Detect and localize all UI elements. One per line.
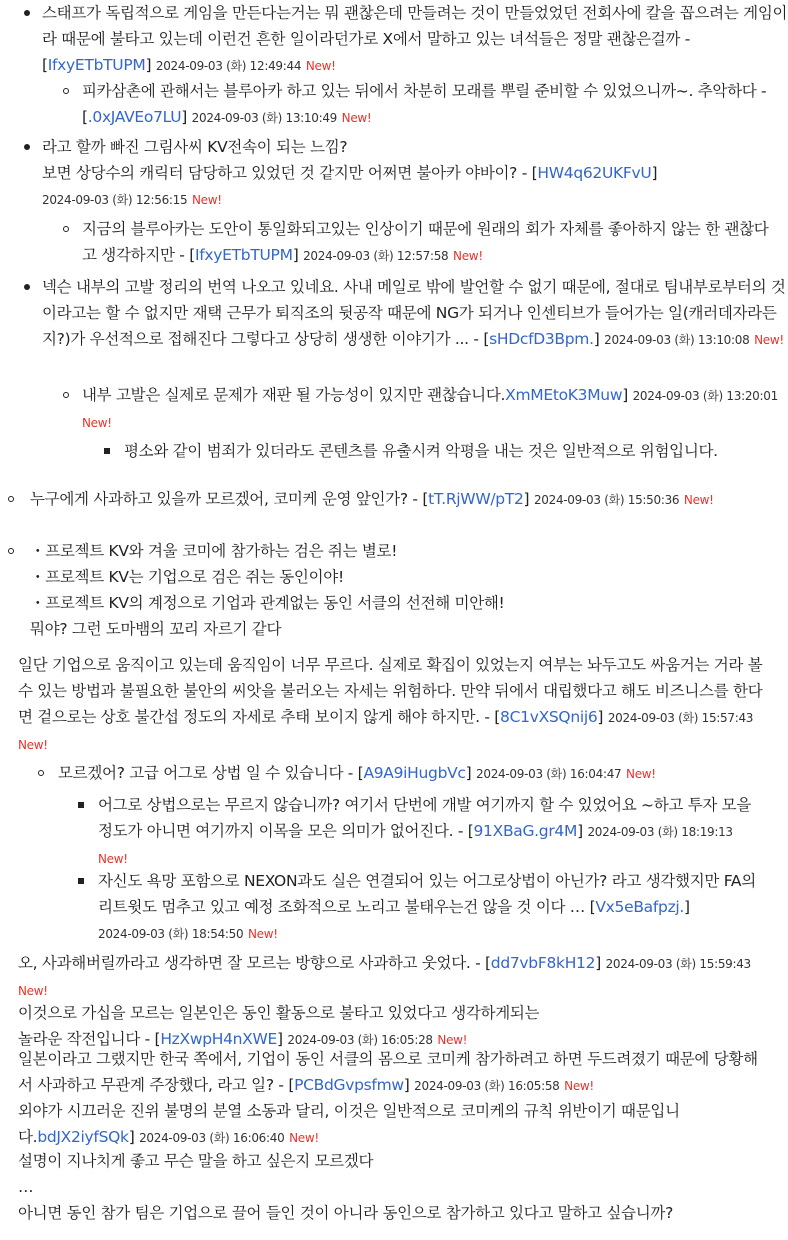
comment-text: 라고 할까 빠진 그림사씨 KV전속이 되는 느낌? xyxy=(42,138,348,156)
comment-id-link[interactable]: dd7vbF8kH12 xyxy=(490,954,596,972)
list-item xyxy=(42,274,788,353)
list-item xyxy=(58,760,778,787)
list-item xyxy=(82,382,782,436)
new-badge: New! xyxy=(18,984,48,998)
new-badge: New! xyxy=(453,249,483,263)
new-badge: New! xyxy=(98,852,128,866)
timestamp: 2024-09-03 (화) 13:10:49 xyxy=(191,111,337,125)
comment-id-link[interactable]: HW4q62UKFvU xyxy=(537,164,652,182)
comment-id-link[interactable]: PCBdGvpsfmw xyxy=(294,1076,404,1094)
bullet-disc-icon xyxy=(24,144,30,150)
comment-id-link[interactable]: IfxyETbTUPM xyxy=(194,246,293,264)
timestamp: 2024-09-03 (화) 12:56:15 xyxy=(42,193,188,207)
bracket-close: ] xyxy=(684,898,690,916)
list-item xyxy=(82,78,782,131)
new-badge: New! xyxy=(191,193,222,207)
comment-id-link[interactable]: tT.RjWW/pT2 xyxy=(428,490,524,508)
comment-text: 이것으로 가십을 모르는 일본인은 동인 활동으로 불타고 있었다고 생각하게되는 xyxy=(18,1004,540,1022)
new-badge: New! xyxy=(82,416,112,430)
timestamp: 2024-09-03 (화) 18:54:50 xyxy=(98,927,244,941)
new-badge: New! xyxy=(18,738,48,752)
comment-text: 외야가 시끄러운 진위 불명의 분열 소동과 달리, 이것은 일반적으로 코미케의 규칙 위반이기 때문입니다. xyxy=(18,1102,680,1146)
comment-id-link[interactable]: A9A9iHugbVc xyxy=(363,764,466,782)
comment-text: 일본이라고 그랬지만 한국 쪽에서, 기업이 동인 서클의 몸으로 코미케 참가하려고 하면 두드려졌기 때문에 당황해서 사과하고 무관계 주장했다, 라고 일? - [ xyxy=(18,1050,758,1094)
bullet-circle-icon xyxy=(63,392,69,398)
comment-id-link[interactable]: 91XBaG.gr4M xyxy=(473,822,578,840)
list-item xyxy=(82,216,782,269)
bullet-circle-icon xyxy=(38,770,44,776)
comment-id-link[interactable]: Vx5eBafpzj. xyxy=(595,898,685,916)
comment-id-link[interactable]: HzXwpH4nXWE xyxy=(160,1030,278,1048)
bullet-square-icon xyxy=(78,878,84,884)
bullet-circle-icon xyxy=(8,548,14,554)
comment-text: 오, 사과해버릴까라고 생각하면 잘 모르는 방향으로 사과하고 웃었다. - [ xyxy=(18,954,491,972)
comment-id-link[interactable]: sHDcfD3Bpm. xyxy=(489,330,594,348)
comment-text: 누구에게 사과하고 있을까 모르겠어, 코미케 운영 앞인가? - [ xyxy=(30,490,429,508)
list-item xyxy=(18,1046,763,1099)
bracket-close: ] xyxy=(292,246,299,264)
comment-text: 내부 고발은 실제로 문제가 재판 될 가능성이 있지만 괜찮습니다. xyxy=(82,386,506,404)
new-badge: New! xyxy=(305,59,336,73)
comment-line: 뭐야? 그런 도마뱀의 꼬리 자르기 같다 xyxy=(30,620,282,638)
timestamp: 2024-09-03 (화) 15:57:43 xyxy=(607,711,754,725)
comment-text: 자신도 욕망 포함으로 NEXON과도 실은 연결되어 있는 어그로상법이 아닌가? 라고 생각했지만 FA의 리트윗도 멈추고 있고 예정 조화적으로 노리고 불태우는건 않을 것 이다 … [ xyxy=(98,872,756,916)
list-item xyxy=(124,438,788,464)
bracket-close: ] xyxy=(403,1076,410,1094)
timestamp: 2024-09-03 (화) 12:49:44 xyxy=(155,59,302,73)
comment-id-link[interactable]: bdJX2iyfSQk xyxy=(37,1128,129,1146)
bullet-square-icon xyxy=(104,448,110,454)
new-badge: New! xyxy=(437,1033,468,1047)
bracket-close: ] xyxy=(465,764,472,782)
bracket-close: ] xyxy=(597,708,604,726)
list-item xyxy=(98,792,758,872)
timestamp: 2024-09-03 (화) 16:05:58 xyxy=(414,1079,560,1093)
list-item xyxy=(18,1148,778,1226)
list-item xyxy=(42,134,788,213)
comment-line: 설명이 지나치게 좋고 무슨 말을 하고 싶은지 모르겠다 xyxy=(18,1152,374,1170)
comment-text: 피카삼촌에 관해서는 블루아카 하고 있는 뒤에서 차분히 모래를 뿌릴 준비할 수 있었으니까~. 추악하다 - [ xyxy=(82,82,767,126)
timestamp: 2024-09-03 (화) 15:59:43 xyxy=(605,957,751,971)
comment-text: 지금의 블루아카는 도안이 통일화되고있는 인상이기 때문에 원래의 회가 자체를 좋아하지 않는 한 괜찮다고 생각하지만 - [ xyxy=(82,220,769,264)
new-badge: New! xyxy=(289,1131,319,1145)
bracket-close: ] xyxy=(577,822,583,840)
comment-line: ・프로젝트 KV와 겨울 코미에 참가하는 검은 쥐는 별로! xyxy=(30,542,398,560)
bullet-circle-icon xyxy=(8,496,14,502)
timestamp: 2024-09-03 (화) 18:19:13 xyxy=(587,825,733,839)
comment-id-link[interactable]: .0xJAVEo7LU xyxy=(87,108,182,126)
bullet-square-icon xyxy=(78,802,84,808)
bracket-close: ] xyxy=(593,330,600,348)
bullet-circle-icon xyxy=(63,226,69,232)
timestamp: 2024-09-03 (화) 16:05:28 xyxy=(287,1033,433,1047)
bracket-close: ] xyxy=(181,108,188,126)
bullet-circle-icon xyxy=(63,88,69,94)
timestamp: 2024-09-03 (화) 13:20:01 xyxy=(632,389,778,403)
bracket-close: ] xyxy=(145,56,152,74)
bullet-disc-icon xyxy=(24,284,30,290)
list-item xyxy=(30,486,770,513)
timestamp: 2024-09-03 (화) 15:50:36 xyxy=(533,493,680,507)
comment-text: 스태프가 독립적으로 게임을 만든다는거는 뭐 괜찮은데 만들려는 것이 만들었었던 전회사에 칼을 꼽으려는 게임이라 때문에 불타고 있는데 이런건 흔한 일이라던가로 X에서 말하고 있는 녀석들은 정말 괜찮은걸까 - [ xyxy=(42,4,788,74)
timestamp: 2024-09-03 (화) 12:57:58 xyxy=(303,249,449,263)
bullet-disc-icon xyxy=(24,10,30,16)
comment-id-link[interactable]: 8C1vXSQnij6 xyxy=(500,708,598,726)
comment-line: … xyxy=(18,1178,34,1196)
comment-line: ・프로젝트 KV의 계정으로 기업과 관계없는 동인 서클의 선전해 미안해! xyxy=(30,594,505,612)
bracket-close: ] xyxy=(651,164,658,182)
list-item xyxy=(18,1098,763,1151)
list-item xyxy=(18,950,763,1004)
new-badge: New! xyxy=(754,333,784,347)
timestamp: 2024-09-03 (화) 16:06:40 xyxy=(139,1131,285,1145)
list-item xyxy=(18,652,763,758)
new-badge: New! xyxy=(564,1079,594,1093)
bracket-close: ] xyxy=(128,1128,135,1146)
new-badge: New! xyxy=(683,493,714,507)
comment-text: 넥슨 내부의 고발 정리의 번역 나오고 있네요. 사내 메일로 밖에 발언할 수 없기 때문에, 절대로 팀내부로부터의 것이라고는 할 수 없지만 재택 근무가 퇴직조의 뒷공작 때문에 NG가 되거나 인센티브가 들어가는 일(캐러데자라든지?)가 우선적으로 접해진다 그렇다고 상당히 생생한 이야기가 ... - [ xyxy=(42,278,786,348)
comment-text: 모르겠어? 고급 어그로 상법 일 수 있습니다 - [ xyxy=(58,764,364,782)
bracket-close: ] xyxy=(523,490,530,508)
comment-id-link[interactable]: IfxyETbTUPM xyxy=(47,56,146,74)
timestamp: 2024-09-03 (화) 16:04:47 xyxy=(476,767,622,781)
comment-text: 일단 기업으로 움직이고 있는데 움직임이 너무 무르다. 실제로 확집이 있었는지 여부는 놔두고도 싸움거는 거라 볼 수 있는 방법과 불필요한 불안의 씨앗을 불러오는 자세는 위험하다. 만약 뒤에서 대립했다고 해도 비즈니스를 한다면 겉으로는 상호 불간섭 정도의 자세로 추태 보이지 않게 해야 하지만. - [ xyxy=(18,656,763,726)
list-item xyxy=(30,538,770,642)
comment-text-2: 보면 상당수의 캐릭터 담당하고 있었던 것 같지만 어쩌면 불아카 야바이? - [ xyxy=(42,164,538,182)
list-item xyxy=(98,868,758,947)
new-badge: New! xyxy=(626,767,656,781)
comment-text: 평소와 같이 범죄가 있더라도 콘텐츠를 유출시켜 악평을 내는 것은 일반적으로 위험입니다. xyxy=(124,442,718,460)
new-badge: New! xyxy=(247,927,278,941)
comment-text-2: 놀라운 작전입니다 - [ xyxy=(18,1030,161,1048)
comment-id-link[interactable]: XmMEtoK3Muw xyxy=(505,386,623,404)
bracket-close: ] xyxy=(622,386,628,404)
comment-line: 아니면 동인 참가 팀은 기업으로 끌어 들인 것이 아니라 동인으로 참가하고 있다고 말하고 싶습니까? xyxy=(18,1204,674,1222)
list-item xyxy=(42,0,788,79)
comment-text: 어그로 상법으로는 무르지 않습니까? 여기서 단번에 개발 여기까지 할 수 있었어요 ~하고 투자 모을 정도가 아니면 여기까지 이목을 모은 의미가 없어진다. - [ xyxy=(98,796,752,840)
bracket-close: ] xyxy=(277,1030,283,1048)
timestamp: 2024-09-03 (화) 13:10:08 xyxy=(604,333,750,347)
bracket-close: ] xyxy=(595,954,601,972)
new-badge: New! xyxy=(341,111,372,125)
comment-line: ・프로젝트 KV는 기업으로 검은 쥐는 동인이야! xyxy=(30,568,344,586)
